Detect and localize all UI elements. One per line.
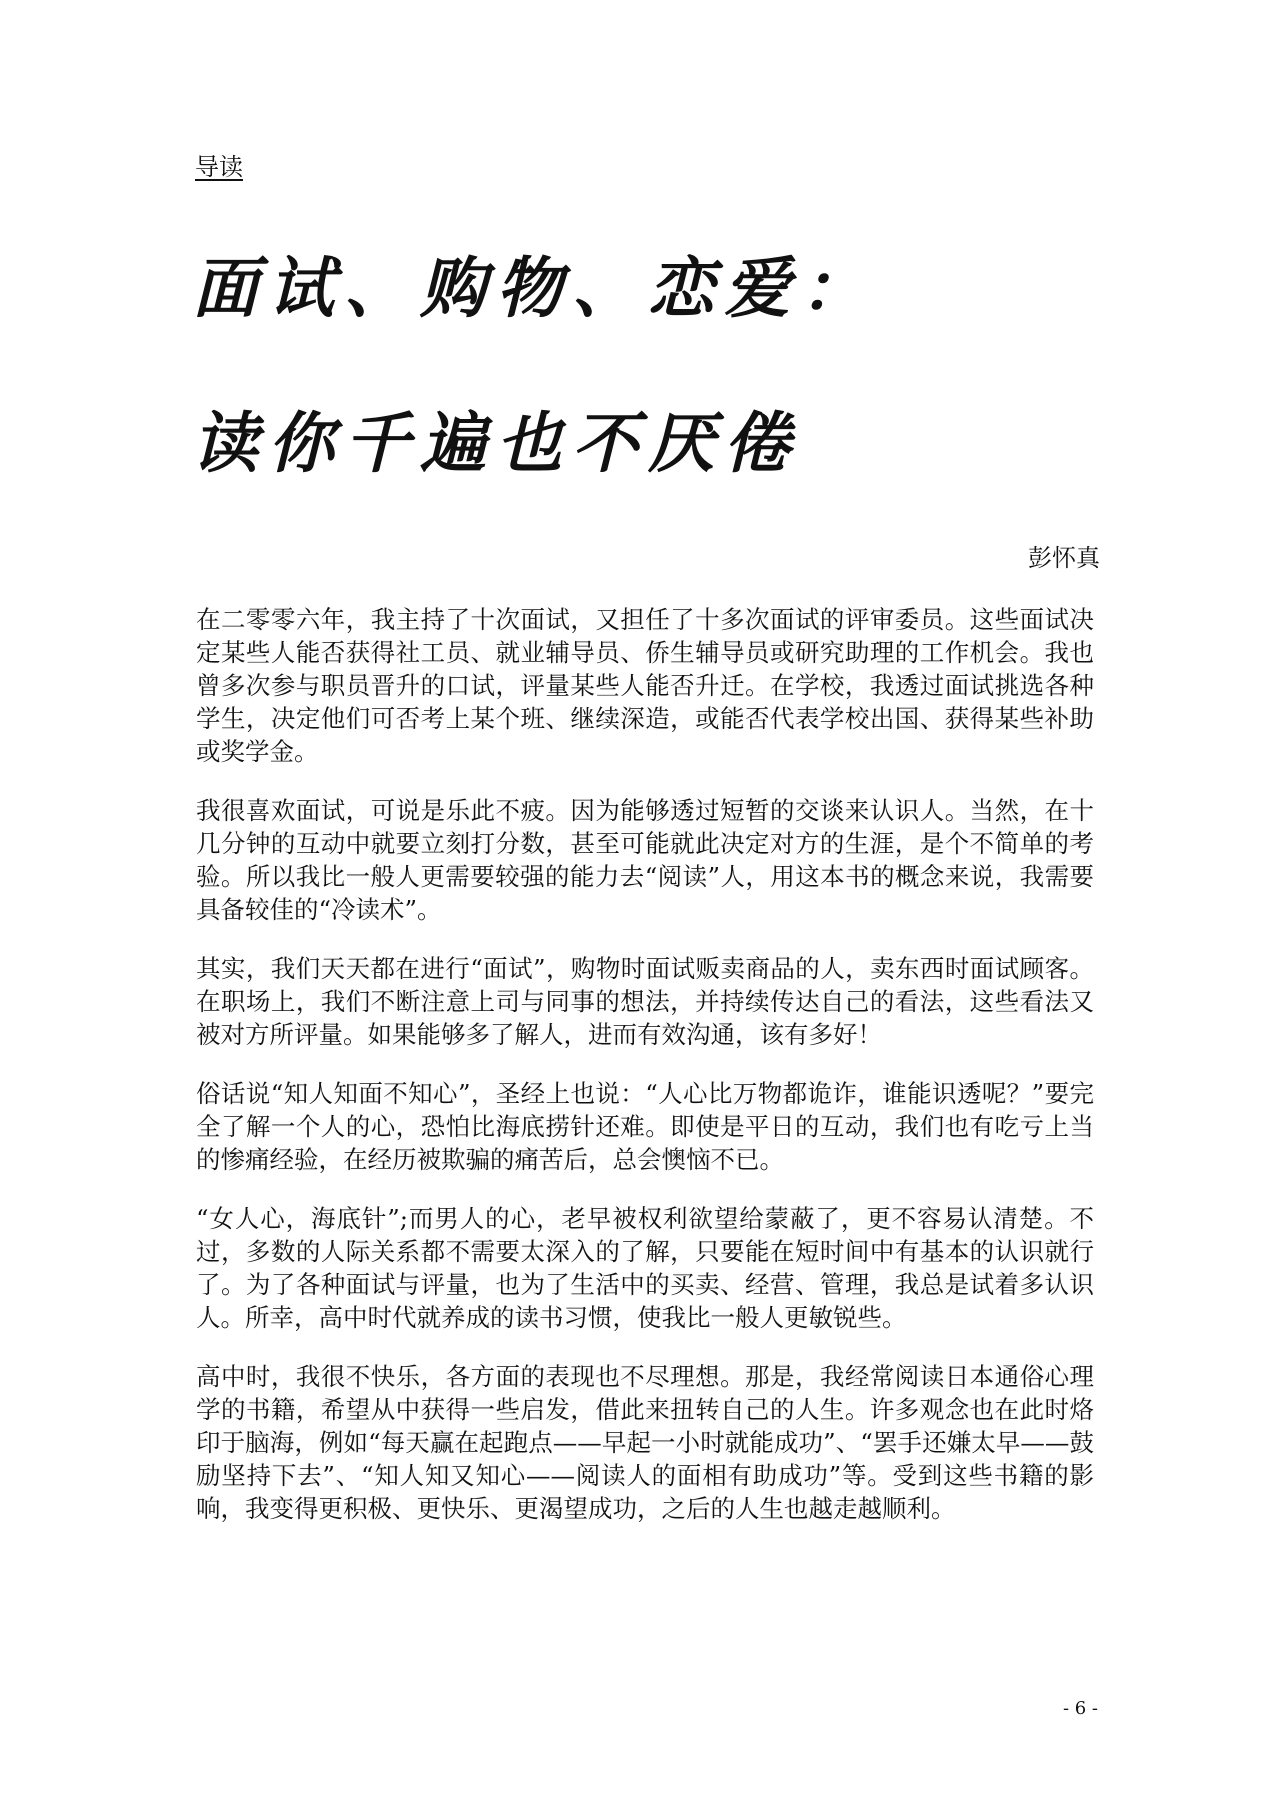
paragraph: 在二零零六年，我主持了十次面试，又担任了十多次面试的评审委员。这些面试决定某些人能否获得社工员、就业辅导员、侨生辅导员或研究助理的工作机会。我也曾多次参与职员晋升的口试，评量某些人能否升迁。在学校，我透过面试挑选各种学生，决定他们可否考上某个班、继续深造，或能否代表学校出国、获得某些补助或奖学金。 [196, 605, 1094, 766]
author-name: 彭怀真 [1028, 544, 1100, 572]
section-label: 导读 [195, 153, 243, 181]
paragraph: 高中时，我很不快乐，各方面的表现也不尽理想。那是，我经常阅读日本通俗心理学的书籍，希望从中获得一些启发，借此来扭转自己的人生。许多观念也在此时烙印于脑海，例如“每天赢在起跑点——早起一小时就能成功”、“罢手还嫌太早——鼓励坚持下去”、“知人知又知心——阅读人的面相有助成功”等。受到这些书籍的影响，我变得更积极、更快乐、更渴望成功，之后的人生也越走越顺利。 [196, 1362, 1094, 1523]
paragraph: 我很喜欢面试，可说是乐此不疲。因为能够透过短暂的交谈来认识人。当然，在十几分钟的互动中就要立刻打分数，甚至可能就此决定对方的生涯，是个不简单的考验。所以我比一般人更需要较强的能力去“阅读”人，用这本书的概念来说，我需要具备较佳的“冷读术”。 [196, 796, 1094, 924]
paragraph: 其实，我们天天都在进行“面试”，购物时面试贩卖商品的人，卖东西时面试顾客。在职场上，我们不断注意上司与同事的想法，并持续传达自己的看法，这些看法又被对方所评量。如果能够多了解人，进而有效沟通，该有多好！ [196, 954, 1094, 1049]
page-number: - 6 - [1062, 1698, 1098, 1719]
body-text [196, 603, 1094, 1551]
paragraph: 俗话说“知人知面不知心”，圣经上也说：“人心比万物都诡诈，谁能识透呢？”要完全了解一个人的心，恐怕比海底捞针还难。即使是平日的互动，我们也有吃亏上当的惨痛经验，在经历被欺骗的痛苦后，总会懊恼不已。 [196, 1079, 1094, 1174]
paragraph: “女人心，海底针”;而男人的心，老早被权利欲望给蒙蔽了，更不容易认清楚。不过，多数的人际关系都不需要太深入的了解，只要能在短时间中有基本的认识就行了。为了各种面试与评量，也为了生活中的买卖、经营、管理，我总是试着多认识人。所幸，高中时代就养成的读书习惯，使我比一般人更敏锐些。 [196, 1204, 1094, 1332]
title-line-2: 读你千遍也不厌倦 [192, 404, 800, 482]
title-line-1: 面试、购物、恋爱： [192, 249, 876, 327]
